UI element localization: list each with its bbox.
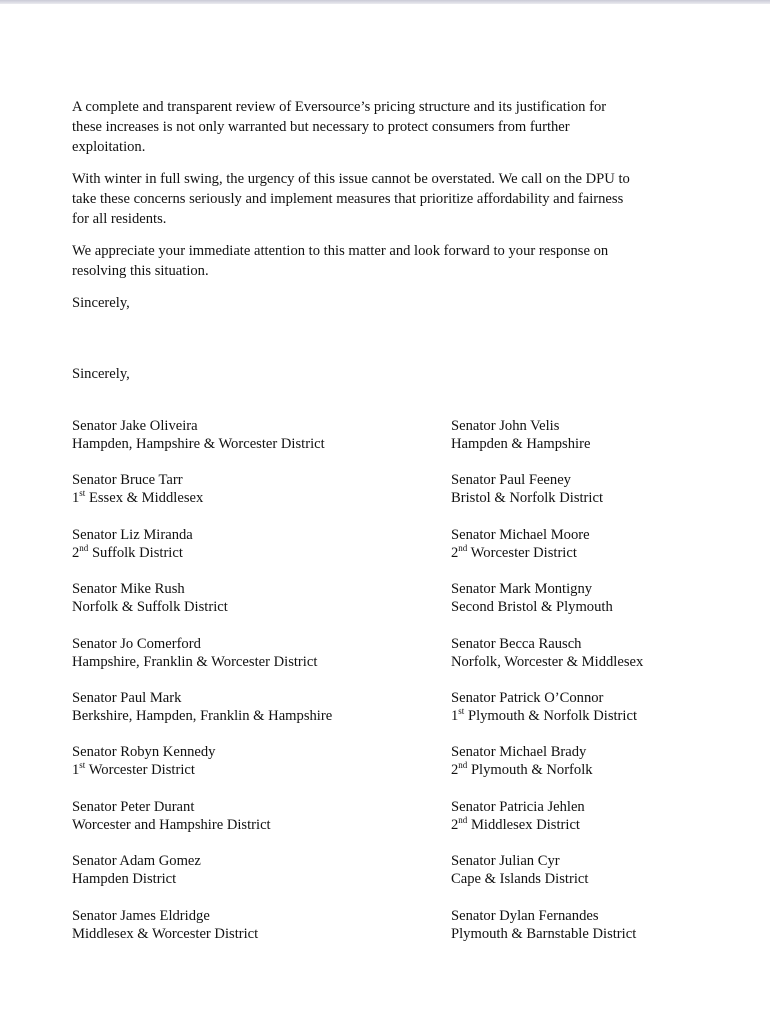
senator-district [72, 707, 392, 725]
district-ordinal-suffix: nd [458, 760, 468, 771]
district-name: Worcester and Hampshire District [72, 816, 271, 833]
senator-name: Senator Patricia Jehlen [451, 798, 585, 815]
district-ordinal-suffix: nd [458, 814, 468, 825]
paragraph-line: exploitation. [72, 139, 146, 155]
district-ordinal-number: 1 [72, 762, 80, 779]
senator-name: Senator Dylan Fernandes [451, 907, 599, 924]
district-name: Plymouth & Norfolk [467, 762, 593, 779]
signatory-block [451, 417, 770, 471]
district-name: Hampshire, Franklin & Worcester District [72, 653, 318, 670]
senator-district [451, 761, 770, 779]
senator-name: Senator Bruce Tarr [72, 472, 183, 489]
senator-name: Senator Mike Rush [72, 581, 185, 598]
signatories-right-column [451, 417, 770, 961]
signatory-block [72, 743, 392, 797]
signatory-block [451, 798, 770, 852]
district-name: Worcester District [85, 762, 195, 779]
senator-district [72, 489, 392, 507]
signatory-block [72, 526, 392, 580]
closing-second: Sincerely, [72, 366, 130, 382]
signatory-block [72, 580, 392, 634]
letter-body [72, 97, 692, 313]
district-ordinal-number: 2 [451, 544, 459, 561]
senator-district [72, 761, 392, 779]
senator-district [72, 870, 392, 888]
district-name: Cape & Islands District [451, 871, 589, 888]
senator-name: Senator Mark Montigny [451, 581, 593, 598]
signatories-left-column [72, 417, 392, 961]
senator-district [72, 925, 392, 943]
district-ordinal-number: 2 [72, 544, 80, 561]
district-ordinal-suffix: st [79, 760, 86, 771]
signatory-block [451, 635, 770, 689]
paragraph-appreciation [72, 241, 692, 281]
paragraph-line: take these concerns seriously and implement measures that prioritize affordability and fairness [72, 191, 624, 207]
signatory-block [451, 580, 770, 634]
district-name: Worcester District [467, 544, 577, 561]
district-name: Plymouth & Norfolk District [464, 707, 638, 724]
signatory-block [72, 635, 392, 689]
signatory-block [72, 798, 392, 852]
senator-name: Senator Patrick O’Connor [451, 689, 604, 706]
senator-name: Senator Robyn Kennedy [72, 744, 216, 761]
signatory-block [451, 471, 770, 525]
district-ordinal-suffix: st [458, 705, 465, 716]
paragraph-line: We appreciate your immediate attention to this matter and look forward to your response on [72, 243, 609, 259]
senator-name: Senator John Velis [451, 418, 560, 434]
senator-district [451, 653, 770, 671]
senator-name: Senator Jo Comerford [72, 635, 201, 652]
district-ordinal-suffix: st [79, 488, 86, 499]
closing-first: Sincerely, [72, 295, 130, 311]
senator-district [451, 544, 770, 562]
signatory-block [72, 907, 392, 961]
senator-name: Senator Peter Durant [72, 798, 195, 815]
senator-name: Senator Becca Rausch [451, 635, 582, 652]
signatory-block [72, 852, 392, 906]
signatory-block [451, 907, 770, 961]
signatory-block [451, 526, 770, 580]
senator-name: Senator Michael Brady [451, 744, 587, 761]
senator-district [72, 435, 392, 453]
signatory-block [72, 689, 392, 743]
signatory-block [451, 689, 770, 743]
signatory-block [72, 471, 392, 525]
district-name: Berkshire, Hampden, Franklin & Hampshire [72, 707, 333, 724]
senator-name: Senator Adam Gomez [72, 853, 201, 870]
senator-district [451, 870, 770, 888]
paragraph-line: A complete and transparent review of Eversource’s pricing structure and its justification for [72, 99, 607, 115]
senator-district [451, 598, 770, 616]
paragraph-line: these increases is not only warranted but necessary to protect consumers from further [72, 119, 570, 135]
senator-name: Senator Liz Miranda [72, 526, 193, 543]
district-name: Suffolk District [88, 544, 183, 561]
district-ordinal-suffix: nd [79, 542, 89, 553]
district-name: Middlesex & Worcester District [72, 925, 259, 942]
senator-name: Senator Julian Cyr [451, 853, 560, 870]
district-ordinal-number: 1 [451, 707, 459, 724]
senator-district [72, 816, 392, 834]
district-ordinal-number: 2 [451, 762, 459, 779]
senator-name: Senator Michael Moore [451, 526, 590, 543]
senator-district [72, 653, 392, 671]
district-name: Essex & Middlesex [85, 490, 204, 507]
senator-district [451, 489, 770, 507]
senator-name: Senator Paul Mark [72, 689, 182, 706]
page-top-edge [0, 0, 770, 4]
senator-district [72, 544, 392, 562]
district-name: Second Bristol & Plymouth [451, 599, 613, 616]
senator-name: Senator Jake Oliveira [72, 418, 198, 434]
paragraph-line: for all residents. [72, 211, 167, 227]
district-ordinal-number: 1 [72, 490, 80, 507]
signatory-block [451, 743, 770, 797]
district-name: Plymouth & Barnstable District [451, 925, 637, 942]
senator-district [451, 707, 770, 725]
senator-district [72, 598, 392, 616]
signatory-block [451, 852, 770, 906]
senator-district [451, 435, 770, 453]
senator-name: Senator James Eldridge [72, 907, 210, 924]
senator-district [451, 925, 770, 943]
signatory-block [72, 417, 392, 471]
district-name: Hampden, Hampshire & Worcester District [72, 436, 325, 452]
senator-name: Senator Paul Feeney [451, 472, 571, 489]
paragraph-winter-urgency [72, 169, 692, 229]
paragraph-line: resolving this situation. [72, 263, 209, 279]
district-name: Middlesex District [467, 816, 580, 833]
district-name: Norfolk & Suffolk District [72, 599, 228, 616]
district-name: Hampden District [72, 871, 177, 888]
district-name: Hampden & Hampshire [451, 436, 591, 452]
senator-district [451, 816, 770, 834]
district-name: Bristol & Norfolk District [451, 490, 604, 507]
paragraph-pricing-review [72, 97, 692, 157]
district-name: Norfolk, Worcester & Middlesex [451, 653, 644, 670]
paragraph-line: With winter in full swing, the urgency of this issue cannot be overstated. We call on the DPU to [72, 171, 630, 187]
district-ordinal-suffix: nd [458, 542, 468, 553]
district-ordinal-number: 2 [451, 816, 459, 833]
